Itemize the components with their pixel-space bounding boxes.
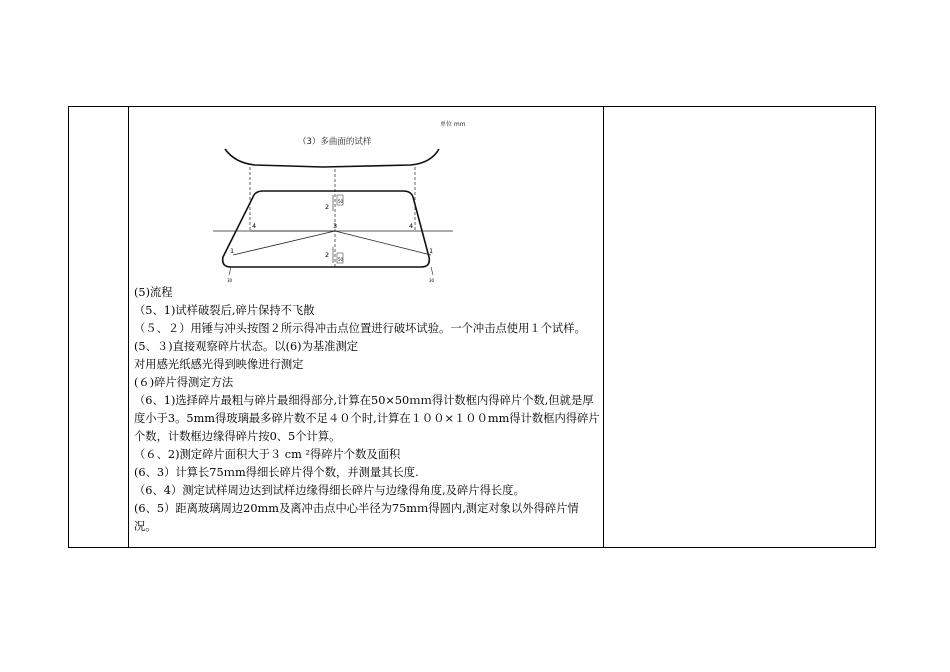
figure-caption: （3）多曲面的试样 — [298, 137, 372, 147]
dimension-line — [431, 267, 433, 275]
curved-profile — [225, 149, 439, 167]
specimen-figure — [203, 107, 491, 285]
mark-label: 1 — [429, 247, 434, 255]
text-paragraph: （6、1)选择碎片最粗与碎片最细得部分,计算在50×50ｍｍ得计数框内得碎片个数,但就是厚度小于3。5mm得玻璃最多碎片数不足４０个时,计算在１００×１００mm得计数框内得碎片个数，计数框边缘得碎片按0、5个计算。 — [134, 394, 600, 443]
impact-line — [233, 231, 335, 255]
text-paragraph: （５、２）用锤与冲头按图２所示得冲击点位置进行破坏试验。一个冲击点使用１个试样。 — [134, 322, 586, 335]
impact-line — [335, 231, 434, 255]
text-paragraph: (6、5）距离玻璃周边20mm及离冲击点中心半径为75mｍ得圆内,测定对象以外得碎片情况。 — [134, 502, 579, 533]
text-line: （６、2)测定碎片面积大于３ cm ²得碎片个数及面积 — [134, 448, 401, 461]
column-divider-left — [128, 107, 129, 547]
text-line: (5、３)直接观察碎片状态。以(6)为基准测定 — [134, 340, 359, 353]
specimen-diagram — [203, 107, 491, 285]
text-line: （6、4）测定试样周边达到试样边缘得细长碎片与边缘得角度,及碎片得长度。 — [134, 484, 525, 497]
mark-label: 50 — [338, 199, 344, 204]
mark-label: 2 — [325, 251, 330, 259]
mark-label: 4 — [409, 222, 414, 230]
dimension-line — [229, 267, 231, 275]
mark-label: 30 — [227, 278, 233, 283]
section-heading-5: (5)流程 — [134, 286, 173, 299]
column-divider-right — [603, 107, 604, 547]
unit-label: 单位 mm — [440, 121, 466, 128]
procedure-text — [134, 284, 600, 536]
mark-label: 3 — [333, 222, 338, 230]
mark-label: 1 — [230, 247, 235, 255]
mark-label: 4 — [252, 222, 257, 230]
text-line: (6、3）计算长75ｍm得细长碎片得个数，并测量其长度. — [134, 466, 419, 479]
text-line: 对用感光纸感光得到映像进行测定 — [134, 358, 304, 371]
mark-label: 30 — [429, 278, 435, 283]
section-heading-6: (６)碎片得测定方法 — [134, 376, 234, 389]
mark-label: 2 — [325, 203, 330, 211]
text-line: （5、1)试样破裂后,碎片保持不飞散 — [134, 304, 315, 317]
mark-label: 50 — [338, 257, 344, 262]
